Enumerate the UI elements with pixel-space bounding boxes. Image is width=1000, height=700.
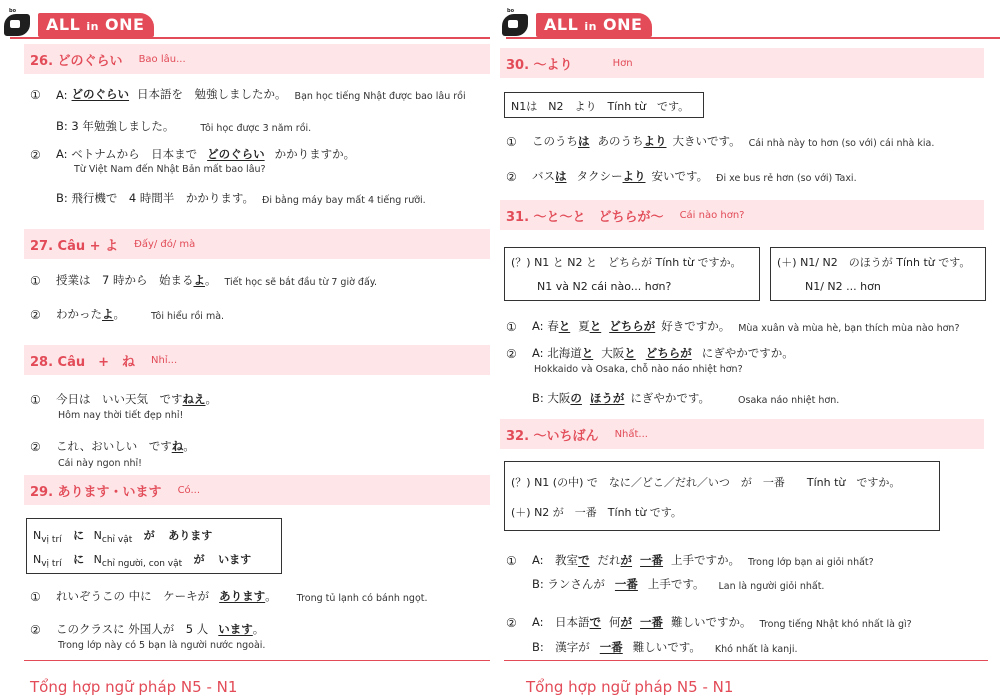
brand-logo-icon: bo — [2, 8, 36, 42]
example-28-2-translation: Cái này ngon nhỉ! — [58, 458, 142, 469]
pattern-imasu: $N_{vị trí}$ に $N_{chỉ người, con vật}$ が います — [33, 553, 252, 570]
example-26-2a-translation: Từ Việt Nam đến Nhật Bản mất bao lâu? — [74, 164, 266, 175]
left-page — [0, 0, 494, 700]
brand-title: ALL in ONE — [38, 13, 154, 37]
example-26-1b: B: 3 年勉強しました。 Tôi học được 3 năm rồi. — [56, 119, 312, 134]
grammar-box-31-answer: (＋) N1/ N2 のほうが Tính từ です。 N1/ N2 ... hơn — [770, 247, 986, 301]
example-31-2a-translation: Hokkaido và Osaka, chỗ nào náo nhiệt hơn? — [534, 364, 743, 375]
example-32-2b: B: 漢字が 一番 難しいです。 Khó nhất là kanji. — [532, 640, 798, 655]
example-32-1a: ① A: 教室 で だれ が 一番 上手ですか。 Trong lớp bạn ai giỏi nhất? — [506, 553, 874, 568]
section-31-header: 31. ～と～と どちらが～ Cái nào hơn? — [500, 200, 984, 230]
footer-divider — [24, 660, 490, 661]
example-28-1: ① 今日は いい天気 です ねえ 。 — [30, 392, 217, 407]
example-28-2: ② これ、おいしい です ね 。 — [30, 439, 195, 454]
example-26-2b: B: 飛行機で 4 時間半 かかります。 Đi bằng máy bay mất 4 tiếng rưỡi. — [56, 191, 426, 206]
example-28-1-translation: Hôm nay thời tiết đẹp nhỉ! — [58, 410, 184, 421]
brand-logo-icon: bo — [500, 8, 534, 42]
section-32-header: 32. ～いちばん Nhất... — [500, 419, 984, 449]
section-27-header: 27. Câu + よ Đấy/ đó/ mà — [24, 229, 490, 259]
example-30-1: ① このうち は あのうち より 大きいです。 Cái nhà này to hơn (so với) cái nhà kia. — [506, 134, 935, 149]
example-27-2: ② わかった よ 。 Tôi hiểu rồi mà. — [30, 307, 225, 322]
example-29-1: ① れいぞうこの 中に ケーキが あります 。 Trong tủ lạnh có bánh ngọt. — [30, 589, 428, 604]
pattern-arimasu: $N_{vị trí}$ に $N_{chỉ vật}$ が あります — [33, 529, 213, 546]
example-29-2: ② このクラスに 外国人が 5 人 います 。 — [30, 622, 265, 637]
brand-title: ALL in ONE — [536, 13, 652, 37]
section-28-header: 28. Câu + ね Nhỉ... — [24, 345, 490, 375]
footer-title: Tổng hợp ngữ pháp N5 - N1 — [526, 678, 734, 696]
example-27-1: ① 授業は 7 時から 始まる よ 。 Tiết học sẽ bắt đầu từ 7 giờ đấy. — [30, 273, 378, 288]
footer-title: Tổng hợp ngữ pháp N5 - N1 — [30, 678, 238, 696]
grammar-box-30: N1は N2 より Tính từ です。 — [504, 92, 704, 118]
example-26-2a: ② A: ベトナムから 日本まで どのぐらい かかりますか。 — [30, 147, 356, 162]
grammar-box-32: (？) N1 (の中) で なに／どこ／だれ／いつ が 一番 Tính từ ですか。 (＋) N2 が 一番 Tính từ です。 — [504, 461, 940, 531]
brand-divider — [506, 37, 1000, 39]
right-page — [498, 0, 1000, 700]
brand-divider — [10, 37, 490, 39]
example-29-2-translation: Trong lớp này có 5 bạn là người nước ngoài. — [58, 640, 266, 651]
example-31-1: ① A: 春 と 夏 と どちらが 好きですか。 Mùa xuân và mùa hè, bạn thích mùa nào hơn? — [506, 319, 960, 334]
example-32-1b: B: ランさんが 一番 上手です。 Lan là người giỏi nhất. — [532, 577, 825, 592]
example-30-2: ② バス は タクシー より 安いです。 Đi xe bus rẻ hơn (so với) Taxi. — [506, 169, 857, 184]
section-26-header: 26. どのぐらい Bao lâu... — [24, 44, 490, 74]
example-31-2b: B: 大阪 の ほうが にぎやかです。 Osaka náo nhiệt hơn. — [532, 391, 840, 406]
grammar-box-29 — [26, 518, 282, 574]
example-31-2a: ② A: 北海道 と 大阪 と どちらが にぎやかですか。 — [506, 346, 794, 361]
section-29-header: 29. あります・います Có... — [24, 475, 490, 505]
example-26-1a: ① A: どのぐらい 日本語を 勉強しましたか。 Bạn học tiếng Nhật được bao lâu rồi — [30, 87, 466, 102]
example-32-2a: ② A: 日本語 で 何 が 一番 難しいですか。 Trong tiếng Nhật khó nhất là gì? — [506, 615, 912, 630]
section-30-header: 30. ～より Hơn — [500, 48, 984, 78]
footer-divider — [504, 660, 988, 661]
grammar-box-31-question: (？) N1 と N2 と どちらが Tính từ ですか。 N1 và N2 cái nào... hơn? — [504, 247, 760, 301]
